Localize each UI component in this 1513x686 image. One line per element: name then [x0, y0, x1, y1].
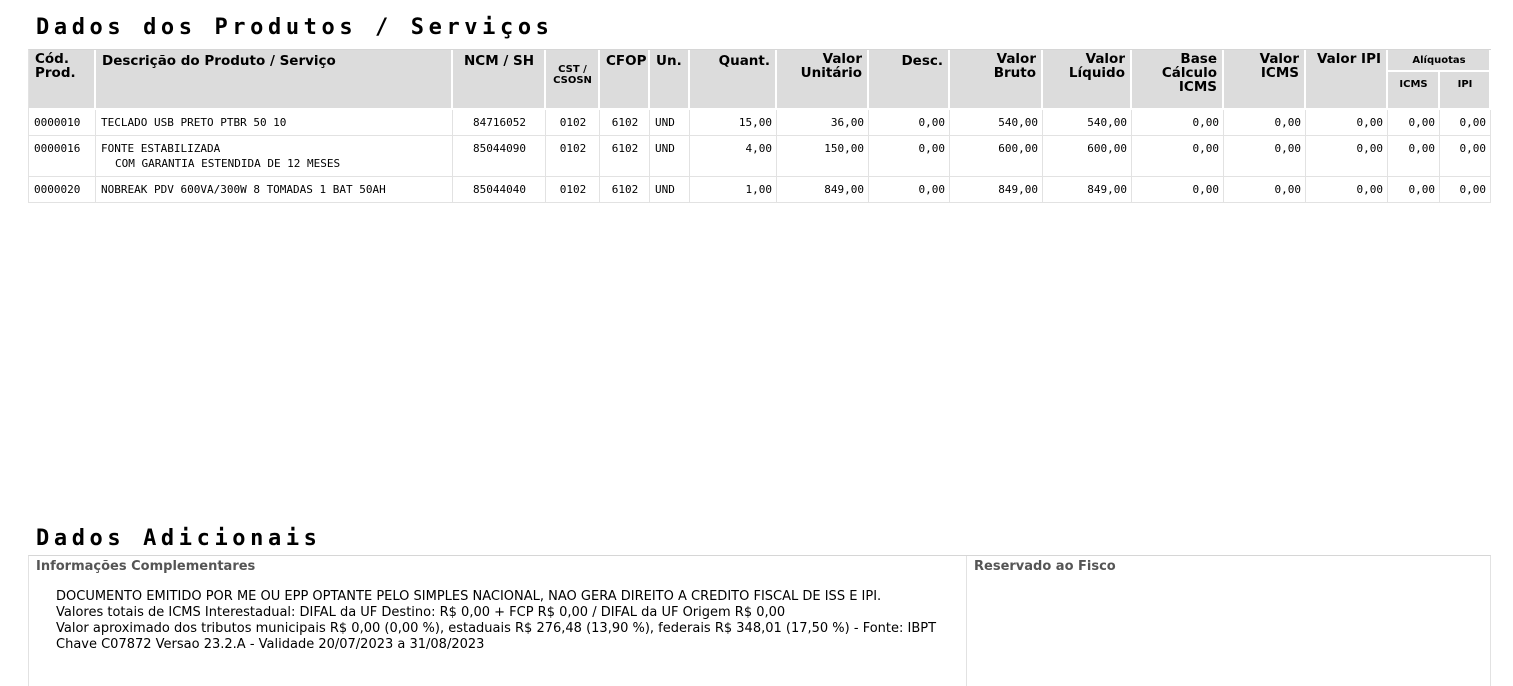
header-descricao: Descrição do Produto / Serviço: [96, 50, 453, 110]
cell-valor-unitario: 150,00: [777, 136, 869, 177]
info-line: DOCUMENTO EMITIDO POR ME OU EPP OPTANTE PELO SIMPLES NACIONAL, NAO GERA DIREITO A CREDITO FISCAL DE ISS E IPI.: [56, 589, 882, 604]
cell-ncm: 84716052: [453, 110, 546, 136]
cell-cod: 0000016: [29, 136, 96, 177]
cell-desconto: 0,00: [869, 136, 950, 177]
table-row: [29, 177, 1491, 203]
header-valor-icms: Valor ICMS: [1224, 50, 1306, 110]
cell-valor-bruto: 849,00: [950, 177, 1043, 203]
info-line: Valores totais de ICMS Interestadual: DIFAL da UF Destino: R$ 0,00 + FCP R$ 0,00 / DIFAL da UF Origem R$ 0,00: [56, 605, 786, 620]
table-row: [29, 136, 1491, 177]
cell-aliq-ipi: 0,00: [1440, 136, 1491, 177]
header-valor-liquido: Valor Líquido: [1043, 50, 1132, 110]
header-aliq-ipi: IPI: [1440, 72, 1491, 110]
cell-aliq-icms: 0,00: [1388, 136, 1440, 177]
reservado-fisco-label: Reservado ao Fisco: [974, 559, 1116, 574]
header-valor-unitario: Valor Unitário: [777, 50, 869, 110]
header-ncm: NCM / SH: [453, 50, 546, 110]
informacoes-complementares-text: [56, 589, 956, 653]
cell-valor-liquido: 600,00: [1043, 136, 1132, 177]
header-cfop: CFOP: [600, 50, 650, 110]
cell-quant: 1,00: [690, 177, 777, 203]
header-valor-ipi: Valor IPI: [1306, 50, 1388, 110]
cell-valor-unitario: 36,00: [777, 110, 869, 136]
cell-valor-liquido: 849,00: [1043, 177, 1132, 203]
table-row: [29, 110, 1491, 136]
cell-valor-icms: 0,00: [1224, 110, 1306, 136]
cell-un: UND: [650, 177, 690, 203]
cell-valor-ipi: 0,00: [1306, 110, 1388, 136]
cell-cst: 0102: [546, 136, 600, 177]
informacoes-complementares-panel: [29, 556, 967, 686]
cell-un: UND: [650, 136, 690, 177]
header-un: Un.: [650, 50, 690, 110]
header-aliq-icms: ICMS: [1388, 72, 1440, 110]
cell-cst: 0102: [546, 110, 600, 136]
informacoes-complementares-label: Informações Complementares: [36, 559, 256, 574]
header-cod: Cód. Prod.: [29, 50, 96, 110]
cell-ncm: 85044040: [453, 177, 546, 203]
cell-valor-ipi: 0,00: [1306, 136, 1388, 177]
cell-descricao: FONTE ESTABILIZADA COM GARANTIA ESTENDIDA DE 12 MESES: [96, 136, 453, 177]
cell-desconto: 0,00: [869, 110, 950, 136]
reservado-fisco-panel: [967, 556, 1487, 686]
header-quant: Quant.: [690, 50, 777, 110]
cell-aliq-icms: 0,00: [1388, 177, 1440, 203]
cell-valor-icms: 0,00: [1224, 136, 1306, 177]
cell-descricao-line2: COM GARANTIA ESTENDIDA DE 12 MESES: [115, 157, 341, 170]
header-aliquotas: Alíquotas: [1388, 50, 1491, 72]
cell-valor-bruto: 540,00: [950, 110, 1043, 136]
cell-desconto: 0,00: [869, 177, 950, 203]
info-line: Valor aproximado dos tributos municipais R$ 0,00 (0,00 %), estaduais R$ 276,48 (13,90 %), federais R$ 348,01 (17,50 %) - Fonte: IBPT Chave C07872 Versao 23.2.A - Validade 20/07/2023 a 31/08/2023: [56, 621, 937, 652]
cell-base-calculo: 0,00: [1132, 177, 1224, 203]
cell-un: UND: [650, 110, 690, 136]
cell-cfop: 6102: [600, 136, 650, 177]
cell-cfop: 6102: [600, 110, 650, 136]
cell-cod: 0000010: [29, 110, 96, 136]
header-base-calculo: Base Cálculo ICMS: [1132, 50, 1224, 110]
cell-ncm: 85044090: [453, 136, 546, 177]
header-cst: CST / CSOSN: [546, 50, 600, 110]
section-title-adicionais: Dados Adicionais: [36, 526, 322, 551]
section-title-produtos: Dados dos Produtos / Serviços: [36, 15, 554, 40]
cell-cfop: 6102: [600, 177, 650, 203]
cell-aliq-icms: 0,00: [1388, 110, 1440, 136]
cell-cod: 0000020: [29, 177, 96, 203]
cell-quant: 4,00: [690, 136, 777, 177]
cell-valor-ipi: 0,00: [1306, 177, 1388, 203]
cell-cst: 0102: [546, 177, 600, 203]
dados-adicionais-box: [28, 555, 1491, 686]
header-valor-bruto: Valor Bruto: [950, 50, 1043, 110]
cell-aliq-ipi: 0,00: [1440, 177, 1491, 203]
cell-base-calculo: 0,00: [1132, 136, 1224, 177]
products-table: [28, 49, 1491, 203]
cell-valor-icms: 0,00: [1224, 177, 1306, 203]
cell-descricao: TECLADO USB PRETO PTBR 50 10: [96, 110, 453, 136]
cell-valor-liquido: 540,00: [1043, 110, 1132, 136]
cell-valor-bruto: 600,00: [950, 136, 1043, 177]
cell-aliq-ipi: 0,00: [1440, 110, 1491, 136]
cell-quant: 15,00: [690, 110, 777, 136]
cell-base-calculo: 0,00: [1132, 110, 1224, 136]
cell-valor-unitario: 849,00: [777, 177, 869, 203]
header-desconto: Desc.: [869, 50, 950, 110]
cell-descricao: NOBREAK PDV 600VA/300W 8 TOMADAS 1 BAT 50AH: [96, 177, 453, 203]
